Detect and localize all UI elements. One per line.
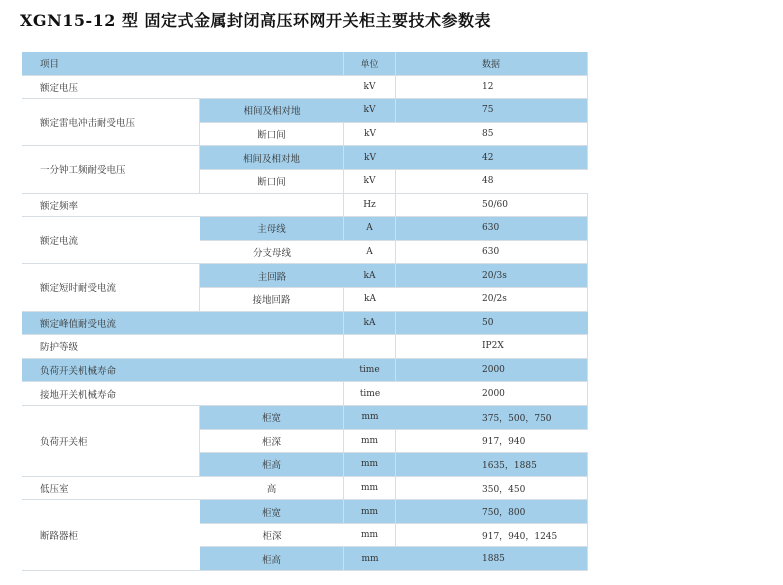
group-label: 额定短时耐受电流	[22, 264, 200, 311]
row-unit: mm	[344, 406, 396, 430]
row-value: 917，940，1245	[396, 524, 588, 548]
row-value: 1885	[396, 547, 588, 571]
row-unit: Hz	[344, 194, 396, 218]
group-label: 负荷开关柜	[22, 406, 200, 477]
group-label: 额定电流	[22, 217, 200, 264]
row-label: 低压室	[22, 477, 200, 501]
row-sub-label: 接地回路	[200, 288, 344, 312]
row-unit: kV	[344, 76, 396, 100]
row-unit: kV	[344, 170, 396, 194]
row-value: 50	[396, 312, 588, 336]
row-value: 12	[396, 76, 588, 100]
row-sub-label: 柜宽	[200, 500, 344, 524]
row-sub-label: 断口间	[200, 123, 344, 147]
row-sub-label: 主回路	[200, 264, 344, 288]
row-value: 350，450	[396, 477, 588, 501]
row-value: 85	[396, 123, 588, 147]
row-value: 2000	[396, 359, 588, 383]
row-label: 额定频率	[22, 194, 344, 218]
row-unit: mm	[344, 524, 396, 548]
row-value: 42	[396, 146, 588, 170]
row-sub-label: 柜高	[200, 547, 344, 571]
row-value: 50/60	[396, 194, 588, 218]
row-value: 1635，1885	[396, 453, 588, 477]
row-unit: A	[344, 241, 396, 265]
row-sub-label: 高	[200, 477, 344, 501]
row-sub-label: 相间及相对地	[200, 99, 344, 123]
row-unit: mm	[344, 430, 396, 454]
row-value: 375，500，750	[396, 406, 588, 430]
row-sub-label: 柜深	[200, 430, 344, 454]
row-value: 48	[396, 170, 588, 194]
row-label: 防护等级	[22, 335, 344, 359]
spec-table	[22, 52, 588, 571]
group-label: 断路器柜	[22, 500, 200, 571]
row-label: 负荷开关机械寿命	[22, 359, 344, 383]
row-value: 630	[396, 241, 588, 265]
row-unit	[344, 335, 396, 359]
row-unit: kA	[344, 288, 396, 312]
row-unit: A	[344, 217, 396, 241]
row-unit: kA	[344, 264, 396, 288]
row-unit: kV	[344, 146, 396, 170]
row-sub-label: 断口间	[200, 170, 344, 194]
row-sub-label: 相间及相对地	[200, 146, 344, 170]
row-label: 额定电压	[22, 76, 344, 100]
row-value: 917，940	[396, 430, 588, 454]
row-value: 750，800	[396, 500, 588, 524]
row-sub-label: 主母线	[200, 217, 344, 241]
row-unit: mm	[344, 547, 396, 571]
row-unit: kV	[344, 99, 396, 123]
row-sub-label: 柜深	[200, 524, 344, 548]
row-value: 20/3s	[396, 264, 588, 288]
row-unit: time	[344, 382, 396, 406]
row-value: 75	[396, 99, 588, 123]
group-label: 额定雷电冲击耐受电压	[22, 99, 200, 146]
header-data: 数据	[396, 52, 588, 76]
row-unit: mm	[344, 500, 396, 524]
row-sub-label: 柜高	[200, 453, 344, 477]
header-unit: 单位	[344, 52, 396, 76]
group-label: 一分钟工频耐受电压	[22, 146, 200, 193]
row-value: 630	[396, 217, 588, 241]
row-sub-label: 柜宽	[200, 406, 344, 430]
row-unit: time	[344, 359, 396, 383]
header-item: 项目	[22, 52, 344, 76]
row-label: 接地开关机械寿命	[22, 382, 344, 406]
row-unit: mm	[344, 453, 396, 477]
row-label: 额定峰值耐受电流	[22, 312, 344, 336]
row-sub-label: 分支母线	[200, 241, 344, 265]
row-unit: kA	[344, 312, 396, 336]
row-value: 2000	[396, 382, 588, 406]
row-value: 20/2s	[396, 288, 588, 312]
row-value: IP2X	[396, 335, 588, 359]
row-unit: kV	[344, 123, 396, 147]
page-title: XGN15-12 型 固定式金属封闭高压环网开关柜主要技术参数表	[20, 11, 492, 30]
row-unit: mm	[344, 477, 396, 501]
